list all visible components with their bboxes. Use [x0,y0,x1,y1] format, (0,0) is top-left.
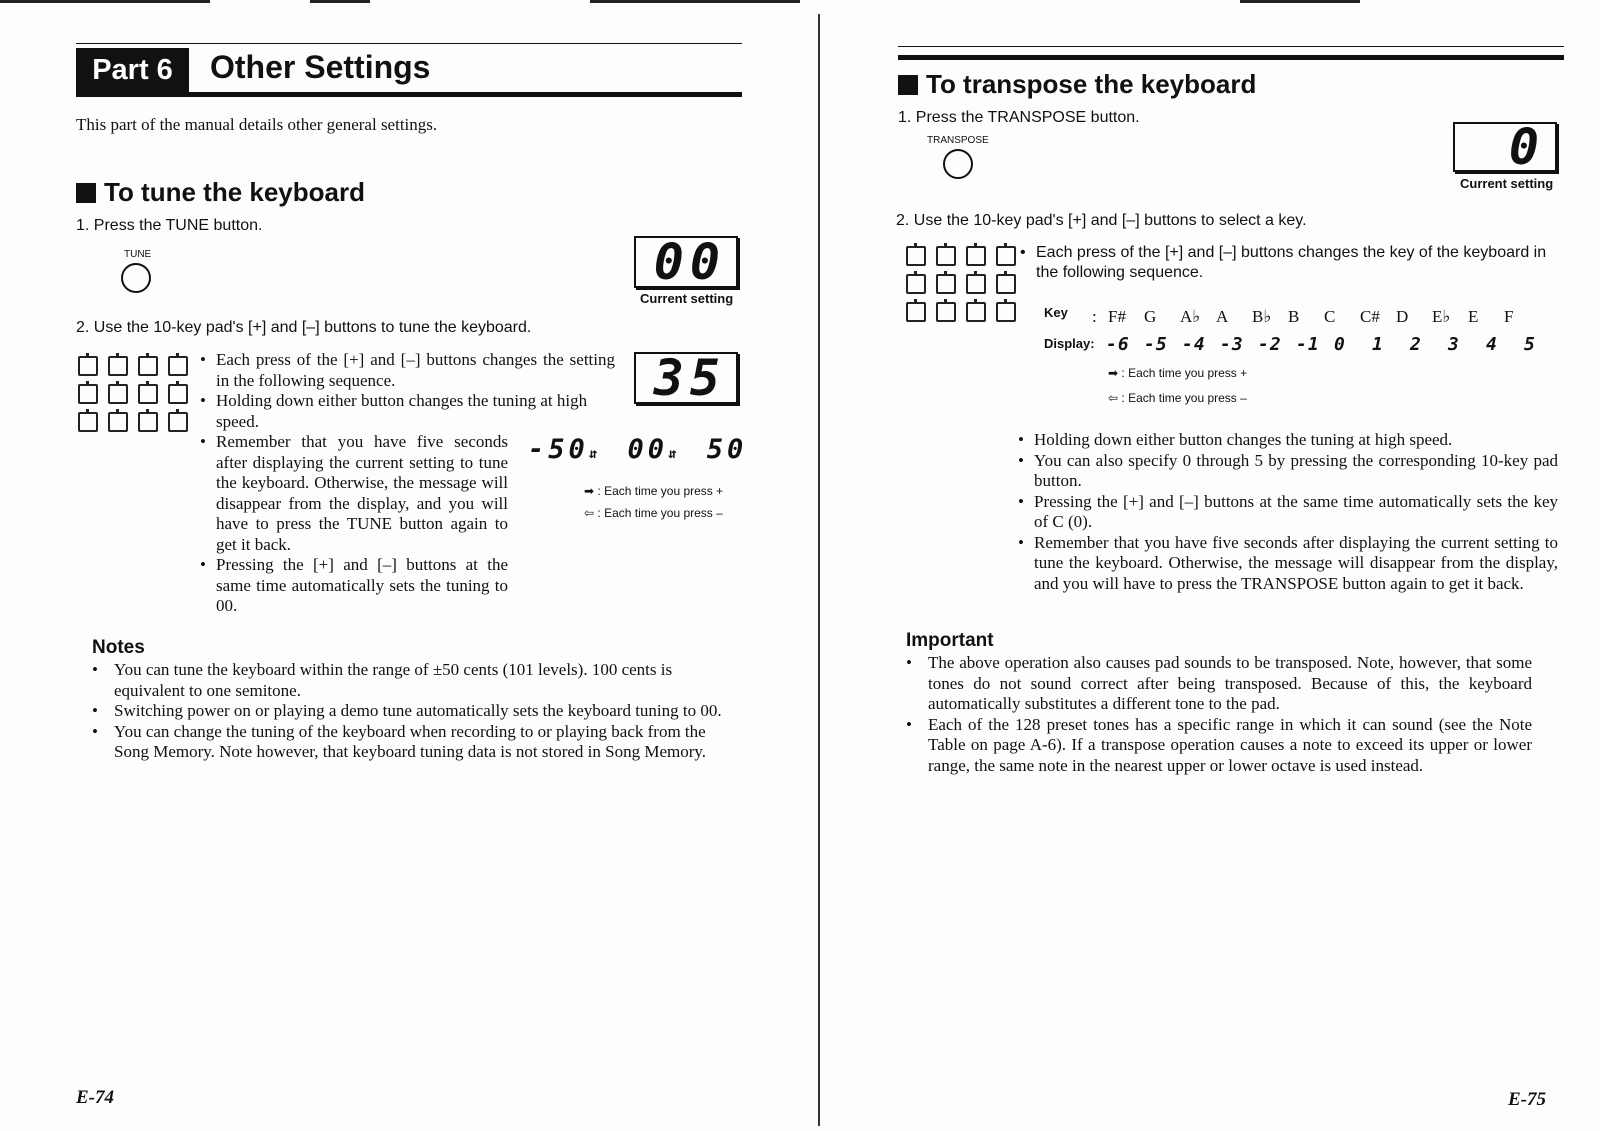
list-item: • Holding down either button changes the tuning at high speed. [1018,430,1558,451]
transpose-button-label: TRANSPOSE [927,135,989,146]
sequence-value: 00 [627,434,668,465]
top-scan-mark [0,0,210,3]
display-row [1106,334,1566,355]
list-item: • Remember that you have five seconds after displaying the current setting to tune the keyboard. Otherwise, the message will disappear from the display, and you will have to press the TUNE button again to get it back. [200,432,508,555]
key-value: F [1504,307,1514,326]
header-rule-thick [76,92,742,97]
display-value: -3 [1220,334,1244,355]
transpose-button-icon [943,149,973,179]
key-value: C [1324,307,1336,326]
transpose-bullets [1018,430,1558,594]
lcd-current-transpose: 0 [1453,122,1557,172]
lcd-caption: Current setting [1460,176,1554,191]
arrow-left-outline-icon: ⇦ [584,506,595,520]
section-title-transpose [898,69,1256,100]
key-value: E [1468,307,1479,326]
tune-button-label: TUNE [124,249,152,260]
sequence-value: 50 [706,434,748,465]
display-value: -2 [1258,334,1282,355]
list-item: • You can tune the keyboard within the range of ±50 cents (101 levels). 100 cents is equivalent to one semitone. [92,660,722,701]
notes-list [92,660,722,763]
tune-button-icon [121,263,151,293]
notes-title: Notes [92,637,145,658]
top-scan-mark [1240,0,1360,3]
display-value: 4 [1486,334,1498,355]
key-value: A♭ [1180,307,1201,326]
display-value: -6 [1106,334,1130,355]
display-value: 1 [1372,334,1384,355]
list-item: • Remember that you have five seconds after displaying the current setting to tune the keyboard. Otherwise, the message will disappear from the display, and you will have to press the TRANSPOSE button again to get it back. [1018,533,1558,595]
step-2-tune: 2. Use the 10-key pad's [+] and [–] buttons to tune the keyboard. [76,319,532,336]
header-rule [76,43,742,44]
display-row-label: Display: [1044,336,1095,351]
transpose-bullet-top [1020,243,1565,283]
key-value: D [1396,307,1409,326]
section-square-icon [76,183,96,203]
part-label: Part 6 [76,48,189,92]
list-item: • Pressing the [+] and [–] buttons at the same time automatically sets the key of C (0). [1018,492,1558,533]
intro-text: This part of the manual details other general settings. [76,115,438,134]
important-title: Important [906,630,994,651]
legend-plus: ➡ : Each time you press + [1108,366,1248,380]
section-title-text: To transpose the keyboard [926,69,1257,99]
key-row-label: Key [1044,305,1068,320]
display-value: -1 [1296,334,1320,355]
ten-key-pad-icon [906,246,1020,322]
display-value: 2 [1410,334,1422,355]
top-scan-mark [590,0,800,3]
key-value: E♭ [1432,307,1451,326]
key-row-colon: : [1092,307,1097,326]
important-list [906,653,1532,776]
list-item: • Each of the 128 preset tones has a specific range in which it can sound (see the Note Table on page A-6). If a transpose operation causes a note to exceed its upper or lower range, the same note in the nearest upper or lower octave is used instead. [906,715,1532,777]
list-item: • Holding down either button changes the tuning at high speed. [200,391,615,432]
key-value: G [1144,307,1157,326]
sequence-value: -50 [528,434,589,465]
key-value: B [1288,307,1300,326]
key-value: B♭ [1252,307,1272,326]
list-item: • The above operation also causes pad sounds to be transposed. Note, however, that some tones do not sound correct after being transposed. Because of this, the keyboard automatically substitutes a different tone to the pad. [906,653,1532,715]
top-scan-mark [310,0,370,3]
legend-minus: ⇦ : Each time you press – [1108,391,1247,405]
list-item: • Each press of the [+] and [–] buttons changes the setting in the following sequence. [200,350,615,391]
legend-plus: ➡ : Each time you press + [584,484,724,498]
header-rule-thick [898,55,1564,60]
section-title-tune [76,177,365,208]
display-value: 3 [1448,334,1460,355]
lcd-current-tune: 00 [634,236,738,288]
list-item: • Pressing the [+] and [–] buttons at the same time automatically sets the tuning to 00. [200,555,508,617]
lcd-example-tune: 35 [634,352,738,404]
arrow-right-filled-icon: ➡ [1108,366,1119,380]
step-1-tune: 1. Press the TUNE button. [76,217,263,234]
lcd-caption: Current setting [640,291,734,306]
page-number-right: E-75 [1508,1089,1546,1110]
list-item: • Each press of the [+] and [–] buttons changes the key of the keyboard in the following sequence. [1020,243,1565,283]
display-value: -4 [1182,334,1206,355]
page-gutter [818,14,820,1126]
page-title: Other Settings [210,49,431,85]
key-row [1108,307,1558,327]
key-value: F# [1108,307,1126,326]
list-item: • You can change the tuning of the keyboard when recording to or playing back from the Song Memory. Note however, that keyboard tuning data is not stored in Song Memory. [92,722,722,763]
step-1-transpose: 1. Press the TRANSPOSE button. [898,109,1140,126]
tune-bullets-bottom [200,432,508,617]
section-square-icon [898,75,918,95]
display-value: 5 [1524,334,1536,355]
arrow-left-outline-icon: ⇦ [1108,391,1119,405]
display-value: -5 [1144,334,1168,355]
list-item: • Switching power on or playing a demo tune automatically sets the keyboard tuning to 00. [92,701,722,722]
list-item: • You can also specify 0 through 5 by pressing the corresponding 10-key pad button. [1018,451,1558,492]
arrow-right-filled-icon: ➡ [584,484,595,498]
page-number-left: E-74 [76,1087,114,1108]
key-value: C# [1360,307,1380,326]
key-value: A [1216,307,1229,326]
tune-sequence: -50⇵ 00⇵ 50 [528,434,748,465]
legend-minus: ⇦ : Each time you press – [584,506,723,520]
header-rule [898,46,1564,47]
section-title-text: To tune the keyboard [104,177,365,207]
display-value: 0 [1334,334,1346,355]
step-2-transpose: 2. Use the 10-key pad's [+] and [–] buttons to select a key. [896,212,1307,229]
ten-key-pad-icon [78,356,192,432]
tune-bullets-top [200,350,615,432]
